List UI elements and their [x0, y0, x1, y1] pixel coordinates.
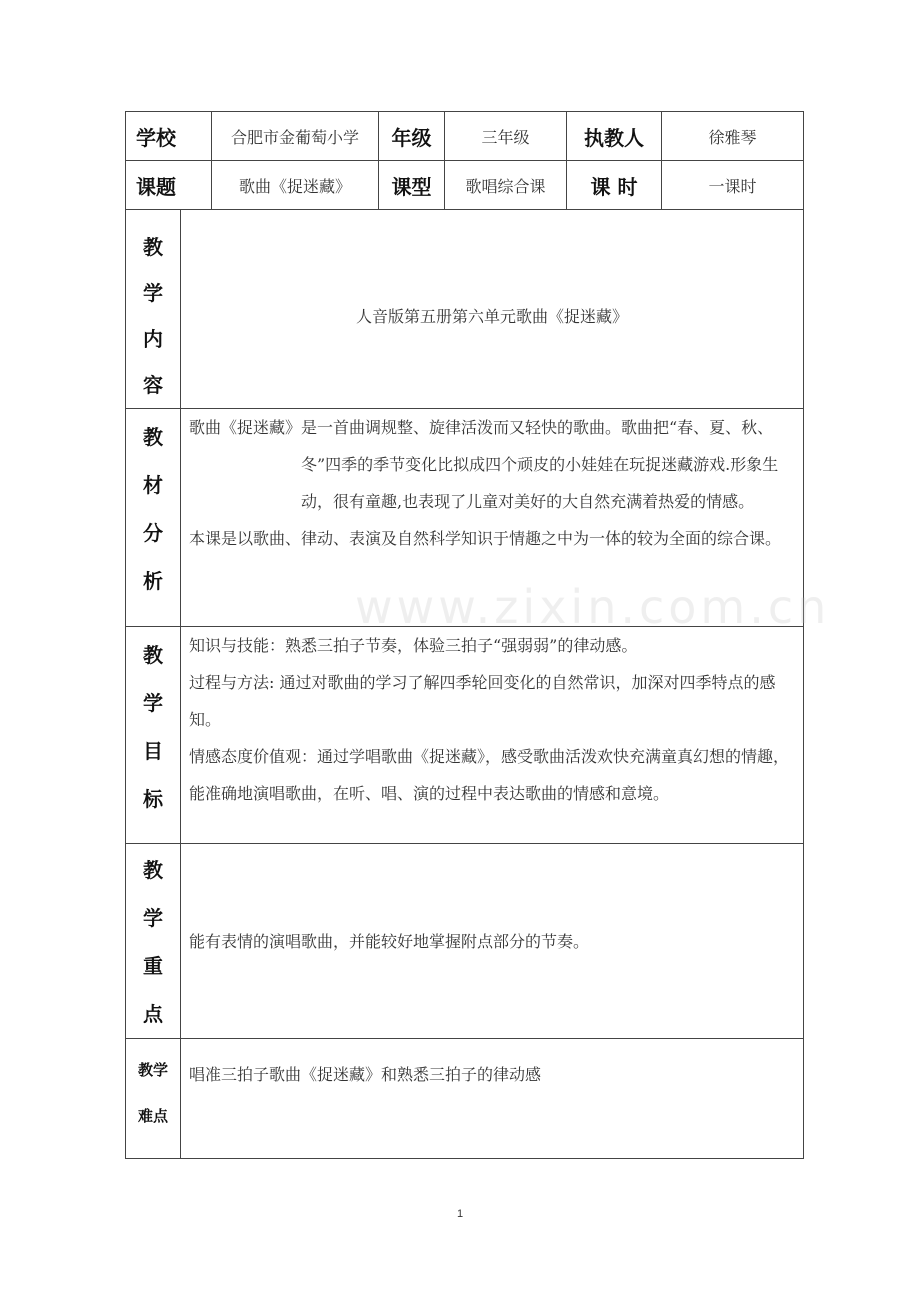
- type-label: 课型: [379, 161, 445, 210]
- analysis-cell: [181, 409, 804, 627]
- content-cell: [181, 210, 804, 409]
- label-char: 教: [143, 425, 163, 449]
- key-points-text: 能有表情的演唱歌曲，并能较好地掌握附点部分的节奏。: [189, 931, 590, 951]
- label-char: 教: [143, 235, 163, 259]
- content-text: 人音版第五册第六单元歌曲《捉迷藏》: [355, 307, 628, 326]
- type-value: 歌唱综合课: [445, 161, 567, 210]
- key-points-label: [126, 844, 181, 1039]
- label-char: 材: [143, 473, 163, 497]
- header-row-2: [126, 161, 804, 210]
- objectives-label: [126, 627, 181, 844]
- label-char: 难点: [137, 1107, 168, 1125]
- objectives-cell: [181, 627, 804, 844]
- analysis-label: [126, 409, 181, 627]
- label-char: 析: [143, 569, 163, 593]
- label-char: 教学: [137, 1061, 168, 1079]
- difficulties-text: 唱准三拍子歌曲《捉迷藏》和熟悉三拍子的律动感: [189, 1065, 542, 1084]
- objectives-row: [126, 627, 804, 844]
- label-char: 教: [143, 858, 163, 882]
- analysis-para-2: 本课是以歌曲、律动、表演及自然科学知识于情趣之中为一体的较为全面的综合课。: [189, 529, 782, 548]
- label-char: 点: [143, 1002, 163, 1026]
- objective-item-3: 情感态度价值观：通过学唱歌曲《捉迷藏》，感受歌曲活泼欢快充满童真幻想的情趣，能准确地演唱歌曲，在听、唱、演的过程中表达歌曲的情感和意境。: [189, 747, 790, 803]
- objective-item-1: 知识与技能：熟悉三拍子节奏，体验三拍子“强弱弱”的律动感。: [189, 636, 638, 655]
- label-char: 内: [143, 327, 163, 351]
- hours-value: 一课时: [662, 161, 804, 210]
- hours-label: 课 时: [567, 161, 662, 210]
- lesson-plan-table: [125, 111, 804, 1159]
- label-char: 目: [143, 739, 163, 763]
- label-char: 学: [143, 281, 163, 305]
- analysis-row: [126, 409, 804, 627]
- label-char: 重: [143, 954, 163, 978]
- page-number: 1: [456, 1208, 464, 1220]
- difficulties-label: [126, 1039, 181, 1159]
- topic-value: 歌曲《捉迷藏》: [212, 161, 379, 210]
- header-row-1: [126, 112, 804, 161]
- teacher-value: 徐雅琴: [662, 112, 804, 161]
- topic-label: 课题: [126, 161, 212, 210]
- label-char: 学: [143, 691, 163, 715]
- school-value: 合肥市金葡萄小学: [212, 112, 379, 161]
- analysis-para-1: 歌曲《捉迷藏》是一首曲调规整、旋律活泼而又轻快的歌曲。歌曲把“春、夏、秋、冬”四季的季节变化比拟成四个顽皮的小娃娃在玩捉迷藏游戏.形象生动，很有童趣,也表现了儿童对美好的大自然充满着热爱的情感。: [189, 418, 779, 511]
- key-points-cell: [181, 844, 804, 1039]
- teacher-label: 执教人: [567, 112, 662, 161]
- label-char: 标: [143, 787, 163, 811]
- difficulties-cell: [181, 1039, 804, 1159]
- label-char: 学: [143, 906, 163, 930]
- difficulties-row: [126, 1039, 804, 1159]
- content-row: [126, 210, 804, 409]
- grade-value: 三年级: [445, 112, 567, 161]
- grade-label: 年级: [379, 112, 445, 161]
- content-label: [126, 210, 181, 409]
- label-char: 分: [143, 521, 163, 545]
- objective-item-2: 过程与方法: 通过对歌曲的学习了解四季轮回变化的自然常识，加深对四季特点的感知。: [189, 673, 776, 729]
- key-points-row: [126, 844, 804, 1039]
- watermark: www.zixin.com.cn: [355, 580, 831, 634]
- label-char: 教: [143, 643, 163, 667]
- label-char: 容: [143, 373, 163, 397]
- school-label: 学校: [126, 112, 212, 161]
